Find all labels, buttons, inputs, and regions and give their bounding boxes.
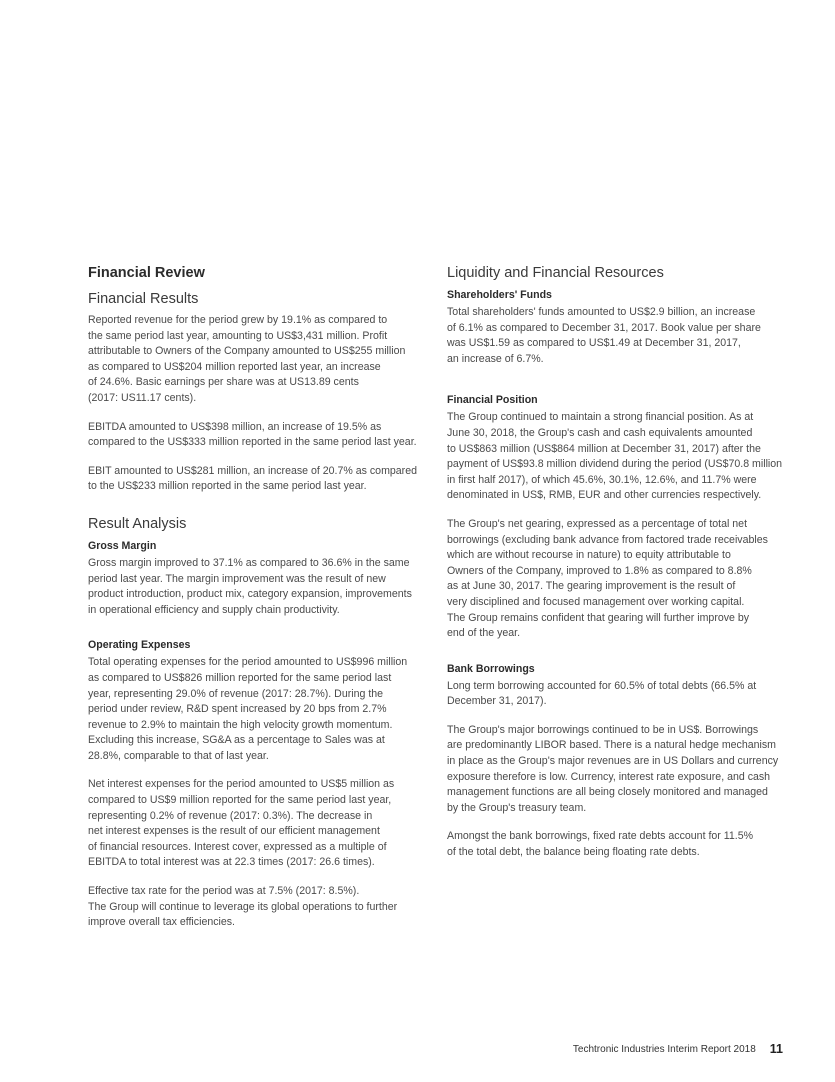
financial-results-paragraph-2: EBITDA amounted to US$398 million, an increase of 19.5% as compared to the US$333 million reported in the same period last year. <box>88 420 417 449</box>
page-title: Financial Review <box>88 265 205 281</box>
right-column <box>447 263 787 874</box>
financial-position-heading: Financial Position <box>447 394 538 407</box>
bank-borrowings-paragraph-3: Amongst the bank borrowings, fixed rate debts account for 11.5% of the total debt, the balance being floating rate debts. <box>447 830 754 859</box>
shareholders-funds-paragraph: Total shareholders' funds amounted to US$2.9 billion, an increase of 6.1% as compared to December 31, 2017. Book value per share was US$1.59 as compared to US$1.49 at December 31, 2017, an increase of 6.7%. <box>447 306 761 365</box>
bank-borrowings-paragraph-2: The Group's major borrowings continued to be in US$. Borrowings are predominantly LIBOR based. There is a natural hedge mechanism in place as the Group's major revenues are in US Dollars and currency exposure therefore is low. Currency, interest rate exposure, and cash management functions are all being closely monitored and managed by the Group's treasury team. <box>447 723 779 814</box>
result-analysis-heading: Result Analysis <box>88 515 187 532</box>
operating-expenses-paragraph-3: Effective tax rate for the period was at 7.5% (2017: 8.5%). The Group will continue to leverage its global operations to further improve overall tax efficiencies. <box>88 885 398 929</box>
left-column <box>88 263 428 944</box>
shareholders-funds-heading: Shareholders' Funds <box>447 289 552 301</box>
financial-results-paragraph-1: Reported revenue for the period grew by 19.1% as compared to the same period last year, amounting to US$3,431 million. Profit attributable to Owners of the Company amounted to US$255 million as compared to US$204 million reported last year, an increase of 24.6%. Basic earnings per share was at US13.89 cents (2017: US11.17 cents). <box>88 314 406 404</box>
gross-margin-heading: Gross Margin <box>88 539 157 552</box>
financial-results-paragraph-3: EBIT amounted to US$281 million, an increase of 20.7% as compared to the US$233 million reported in the same period last year. <box>88 464 417 493</box>
bank-borrowings-heading: Bank Borrowings <box>447 662 535 675</box>
gross-margin-paragraph: Gross margin improved to 37.1% as compared to 36.6% in the same period last year. The margin improvement was the result of new product introduction, product mix, category expansion, improvements in operational efficiency and supply chain productivity. <box>88 556 412 616</box>
operating-expenses-heading: Operating Expenses <box>88 639 191 652</box>
operating-expenses-paragraph-1: Total operating expenses for the period amounted to US$996 million as compared to US$826 million reported for the same period last year, representing 29.0% of revenue (2017: 28.7%). During the period under review, R&D spent increased by 20 bps from 2.7% revenue to 2.9% to maintain the high velocity growth momentum. Excluding this increase, SG&A as a percentage to Sales was at 28.8%, comparable to that of last year. <box>88 656 408 762</box>
page-number: 11 <box>769 1042 783 1056</box>
bank-borrowings-paragraph-1: Long term borrowing accounted for 60.5% of total debts (66.5% at December 31, 2017). <box>447 679 757 708</box>
financial-results-heading: Financial Results <box>88 291 199 307</box>
liquidity-heading: Liquidity and Financial Resources <box>447 265 664 281</box>
page-footer <box>573 1042 783 1056</box>
report-name: Techtronic Industries Interim Report 2018 <box>572 1043 756 1055</box>
operating-expenses-paragraph-2: Net interest expenses for the period amounted to US$5 million as compared to US$9 million reported for the same period last year, representing 0.2% of revenue (2017: 0.3%). The decrease in net interest expenses is the result of our efficient management of financial resources. Interest cover, expressed as a multiple of EBITDA to total interest was at 22.3 times (2017: 26.6 times). <box>88 778 395 869</box>
financial-position-paragraph-2: The Group's net gearing, expressed as a percentage of total net borrowings (excluding bank advance from factored trade receivables which are without recourse in nature) to equity attributable to Owners of the Company, improved to 1.8% as compared to 8.8% as at June 30, 2017. The gearing improvement is the result of very disciplined and focused management over working capital. The Group remains confident that gearing will further improve by end of the year. <box>447 517 768 640</box>
financial-position-paragraph-1: The Group continued to maintain a strong financial position. As at June 30, 2018, the Group's cash and cash equivalents amounted to US$863 million (US$864 million at December 31, 2017) after the payment of US$93.8 million dividend during the period (US$70.8 million in first half 2017), of which 45.6%, 30.1%, 12.6%, and 11.7% were denominated in US$, RMB, EUR and other currencies respectively. <box>447 411 783 502</box>
